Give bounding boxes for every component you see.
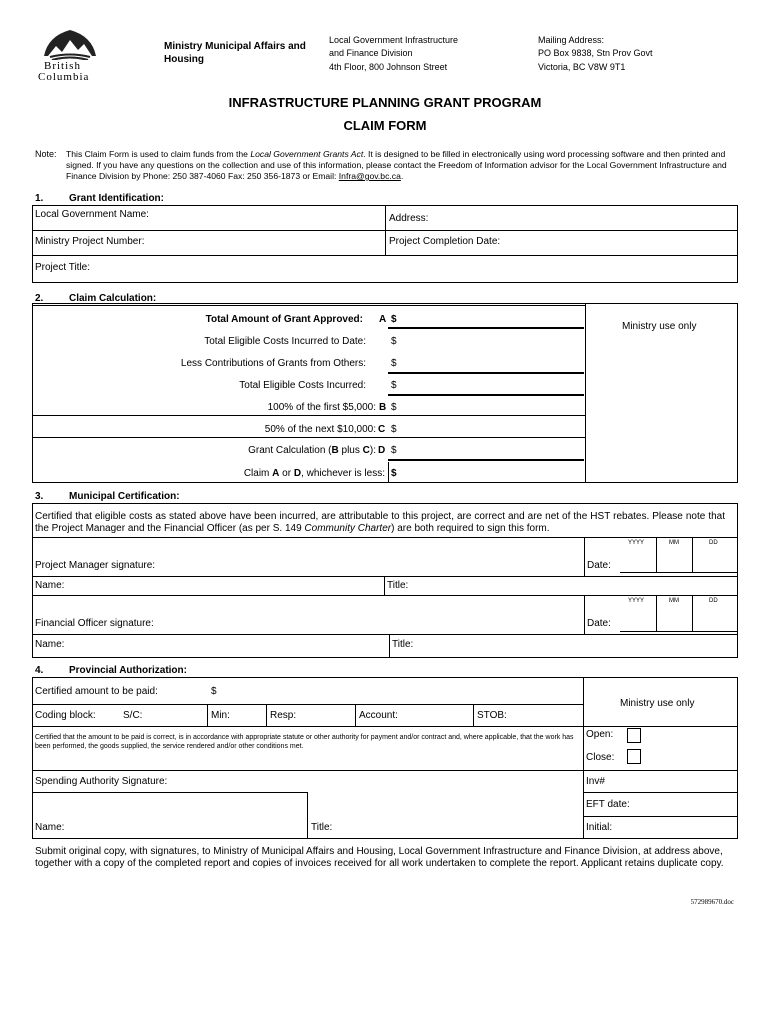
bc-logo-emblem — [34, 26, 106, 60]
initial-field[interactable]: Initial: — [586, 822, 613, 833]
s4-number: 4. — [35, 665, 44, 676]
note-p2: . It is designed to be filled in electronically using word processing software and then printed and signed. If you have any questions on the collection and use of this information, please contact the Freedom of Information advisor for the Local Government Infrastructure and Finance Division by Phone: 250 387-4060 Fax: 250 356-1873 or Email: — [66, 149, 727, 181]
pm-date-mm: MM — [669, 540, 679, 546]
s1-number: 1. — [35, 193, 44, 204]
mailing-line2: PO Box 9838, Stn Prov Govt — [538, 48, 653, 58]
contributions-label: Less Contributions of Grants from Others: — [180, 358, 366, 369]
first-5000-field[interactable]: $ — [391, 402, 397, 413]
next-10000-code: C — [378, 424, 386, 435]
division-line2: and Finance Division — [329, 48, 413, 58]
s3-certification-text — [35, 511, 725, 535]
grant-calc-field[interactable]: $ — [391, 445, 397, 456]
claim-label — [244, 468, 385, 479]
mailing-line1: Mailing Address: — [538, 35, 605, 45]
resp-field[interactable]: Resp: — [270, 710, 297, 721]
inv-field[interactable]: Inv# — [586, 776, 605, 787]
pm-title-label[interactable]: Title: — [387, 580, 409, 591]
fo-signature-label[interactable]: Financial Officer signature: — [35, 618, 154, 629]
fo-date-dd: DD — [709, 598, 718, 604]
fo-date-mm: MM — [669, 598, 679, 604]
claim-a: A — [272, 468, 280, 479]
spending-authority-label[interactable]: Spending Authority Signature: — [35, 776, 168, 787]
s1-title: Grant Identification: — [69, 193, 164, 204]
coding-block-label: Coding block: — [35, 710, 96, 721]
s4-name-label[interactable]: Name: — [35, 822, 65, 833]
claim-text: Claim — [243, 468, 273, 479]
note-label: Note: — [35, 149, 57, 159]
lg-name-label[interactable]: Local Government Name: — [35, 209, 149, 220]
pm-date-label[interactable]: Date: — [587, 560, 611, 571]
s4-title-label[interactable]: Title: — [311, 822, 333, 833]
min-field[interactable]: Min: — [211, 710, 230, 721]
form-title: INFRASTRUCTURE PLANNING GRANT PROGRAM — [228, 95, 542, 110]
pm-name-label[interactable]: Name: — [35, 580, 65, 591]
total-costs-label: Total Eligible Costs Incurred: — [239, 380, 366, 391]
close-checkbox[interactable] — [627, 749, 641, 764]
note-text — [66, 149, 736, 182]
fo-name-label[interactable]: Name: — [35, 639, 65, 650]
open-checkbox[interactable] — [627, 728, 641, 743]
grant-approved-field[interactable]: $ — [391, 314, 397, 325]
eft-date-field[interactable]: EFT date: — [586, 799, 630, 810]
grant-calc-b: B — [331, 445, 339, 456]
ministry-name: Ministry Municipal Affairs and Housing — [164, 41, 306, 65]
costs-to-date-label: Total Eligible Costs Incurred to Date: — [204, 336, 366, 347]
grant-calc-close: ): — [369, 445, 376, 456]
grant-calc-c: C — [362, 445, 370, 456]
grant-calc-label — [248, 445, 376, 456]
fo-title-label[interactable]: Title: — [392, 639, 414, 650]
pm-date-yyyy: YYYY — [628, 540, 645, 546]
s2-title: Claim Calculation: — [69, 293, 157, 304]
s4-ministry-use: Ministry use only — [620, 698, 695, 709]
contributions-field[interactable]: $ — [391, 358, 397, 369]
pm-signature-label[interactable]: Project Manager signature: — [35, 560, 156, 571]
s3-title: Municipal Certification: — [69, 491, 180, 502]
address-label[interactable]: Address: — [389, 213, 429, 224]
s2-number: 2. — [35, 293, 44, 304]
s3-text2: ) are both required to sign this form. — [391, 523, 550, 534]
note-end: . — [400, 171, 404, 181]
s3-text1: Certified that eligible costs as stated above have been incurred, are attributable to this project, are correct and are net of the HST rebates. Please note that the Project Manager and the Financial Officer (as per S. 149 — [35, 511, 725, 534]
total-costs-field[interactable]: $ — [391, 380, 397, 391]
grant-calc-code: D — [378, 445, 386, 456]
claim-field[interactable]: $ — [391, 468, 397, 479]
s3-number: 3. — [35, 491, 44, 502]
note-email-link[interactable]: Infra@gov.bc.ca — [338, 171, 401, 181]
project-title-label[interactable]: Project Title: — [35, 262, 91, 273]
division-line3: 4th Floor, 800 Johnson Street — [329, 62, 448, 72]
stob-field[interactable]: STOB: — [477, 710, 507, 721]
note-act: Local Government Grants Act — [250, 149, 364, 159]
claim-or: or — [279, 468, 294, 479]
s4-title: Provincial Authorization: — [69, 665, 187, 676]
mailing-line3: Victoria, BC V8W 9T1 — [538, 62, 626, 72]
fo-date-label[interactable]: Date: — [587, 618, 611, 629]
division-line1: Local Government Infrastructure — [329, 35, 459, 45]
certified-amount-label[interactable]: Certified amount to be paid: — [35, 686, 158, 697]
grant-approved-code: A — [379, 314, 387, 325]
next-10000-field[interactable]: $ — [391, 424, 397, 435]
certified-amount-currency: $ — [211, 686, 217, 697]
completion-date-label[interactable]: Project Completion Date: — [389, 236, 501, 247]
grant-calc-text: Grant Calculation ( — [248, 445, 332, 456]
costs-to-date-field[interactable]: $ — [391, 336, 397, 347]
logo-text-line2: Columbia — [38, 71, 90, 83]
form-subtitle: CLAIM FORM — [343, 118, 427, 133]
first-5000-code: B — [379, 402, 387, 413]
grant-calc-plus: plus — [338, 445, 363, 456]
claim-rest: , whichever is less: — [301, 468, 385, 479]
next-10000-label: 50% of the next $10,000: — [264, 424, 376, 435]
grant-approved-label: Total Amount of Grant Approved: — [205, 314, 363, 325]
document-id: 572989670.doc — [690, 898, 734, 906]
logo-text-line1: British — [44, 60, 81, 72]
note-p1: This Claim Form is used to claim funds from the — [66, 149, 251, 159]
bc-logo — [34, 26, 106, 82]
project-number-label[interactable]: Ministry Project Number: — [35, 236, 145, 247]
s3-text-em: Community Charter — [304, 523, 392, 534]
s4-cert-text: Certified that the amount to be paid is correct, is in accordance with appropriate statute or other authority for payment and/or contract and, where applicable, that the work has been performed, the goods supplied, the service rendered and/or other conditions met. — [35, 734, 574, 750]
s2-ministry-use: Ministry use only — [622, 321, 697, 332]
fo-date-yyyy: YYYY — [628, 598, 645, 604]
open-label: Open: — [586, 729, 614, 740]
submit-instructions: Submit original copy, with signatures, to Ministry of Municipal Affairs and Housing, Local Government Infrastructure and Finance Division, at address above, together with a copy of the completed report and copies of invoices received for all work undertaken to complete the report. Applicant retains duplicate copy. — [35, 846, 724, 869]
close-label: Close: — [586, 752, 615, 763]
claim-d: D — [293, 468, 302, 479]
account-field[interactable]: Account: — [359, 710, 398, 721]
pm-date-dd: DD — [709, 540, 718, 546]
sc-field[interactable]: S/C: — [123, 710, 143, 721]
first-5000-label: 100% of the first $5,000: — [267, 402, 376, 413]
